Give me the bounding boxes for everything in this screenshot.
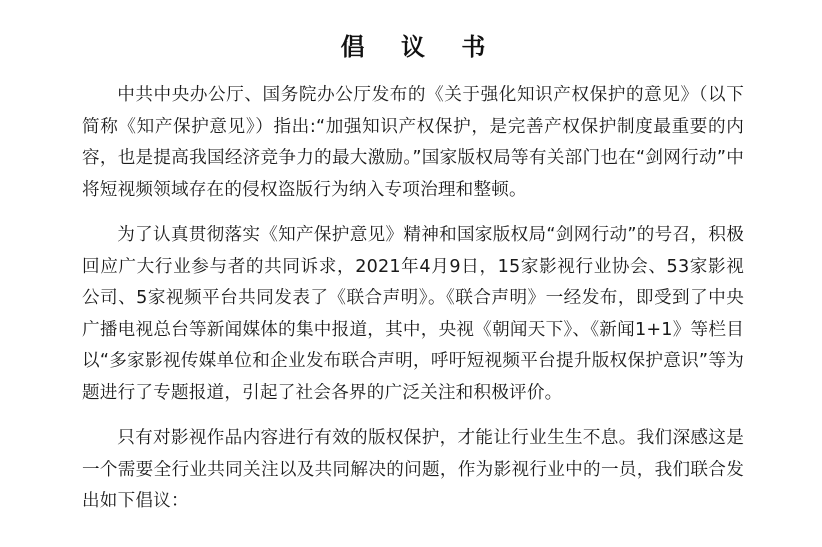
document-title: 倡 议 书: [340, 33, 500, 61]
paragraph-joint-statement: 为了认真贯彻落实《知产保护意见》精神和国家版权局“剑网行动”的号召，积极回应广大行业参与者的共同诉求，2021年4月9日，15家影视行业协会、53家影视公司、5家视频平台共同发表了《联合声明》。《联合声明》一经发布，即受到了中央广播电视总台等新闻媒体的集中报道，其中，央视《朝闻天下》、《新闻1+1》等栏目以“多家影视传媒单位和企业发布联合声明，呼吁短视频平台提升版权保护意识”等为题进行了专题报道，引起了社会各界的广泛关注和积极评价。: [82, 225, 744, 403]
paragraph-initiative-intro: 只有对影视作品内容进行有效的版权保护，才能让行业生生不息。我们深感这是一个需要全行业共同关注以及共同解决的问题，作为影视行业中的一员，我们联合发出如下倡议：: [82, 428, 744, 511]
document: [82, 0, 744, 518]
paragraph-background: 中共中央办公厅、国务院办公厅发布的《关于强化知识产权保护的意见》（以下简称《知产保护意见》）指出:“加强知识产权保护，是完善产权保护制度最重要的内容，也是提高我国经济竞争力的最大激励。”国家版权局等有关部门也在“剑网行动”中将短视频领域存在的侵权盗版行为纳入专项治理和整顿。: [82, 85, 744, 200]
